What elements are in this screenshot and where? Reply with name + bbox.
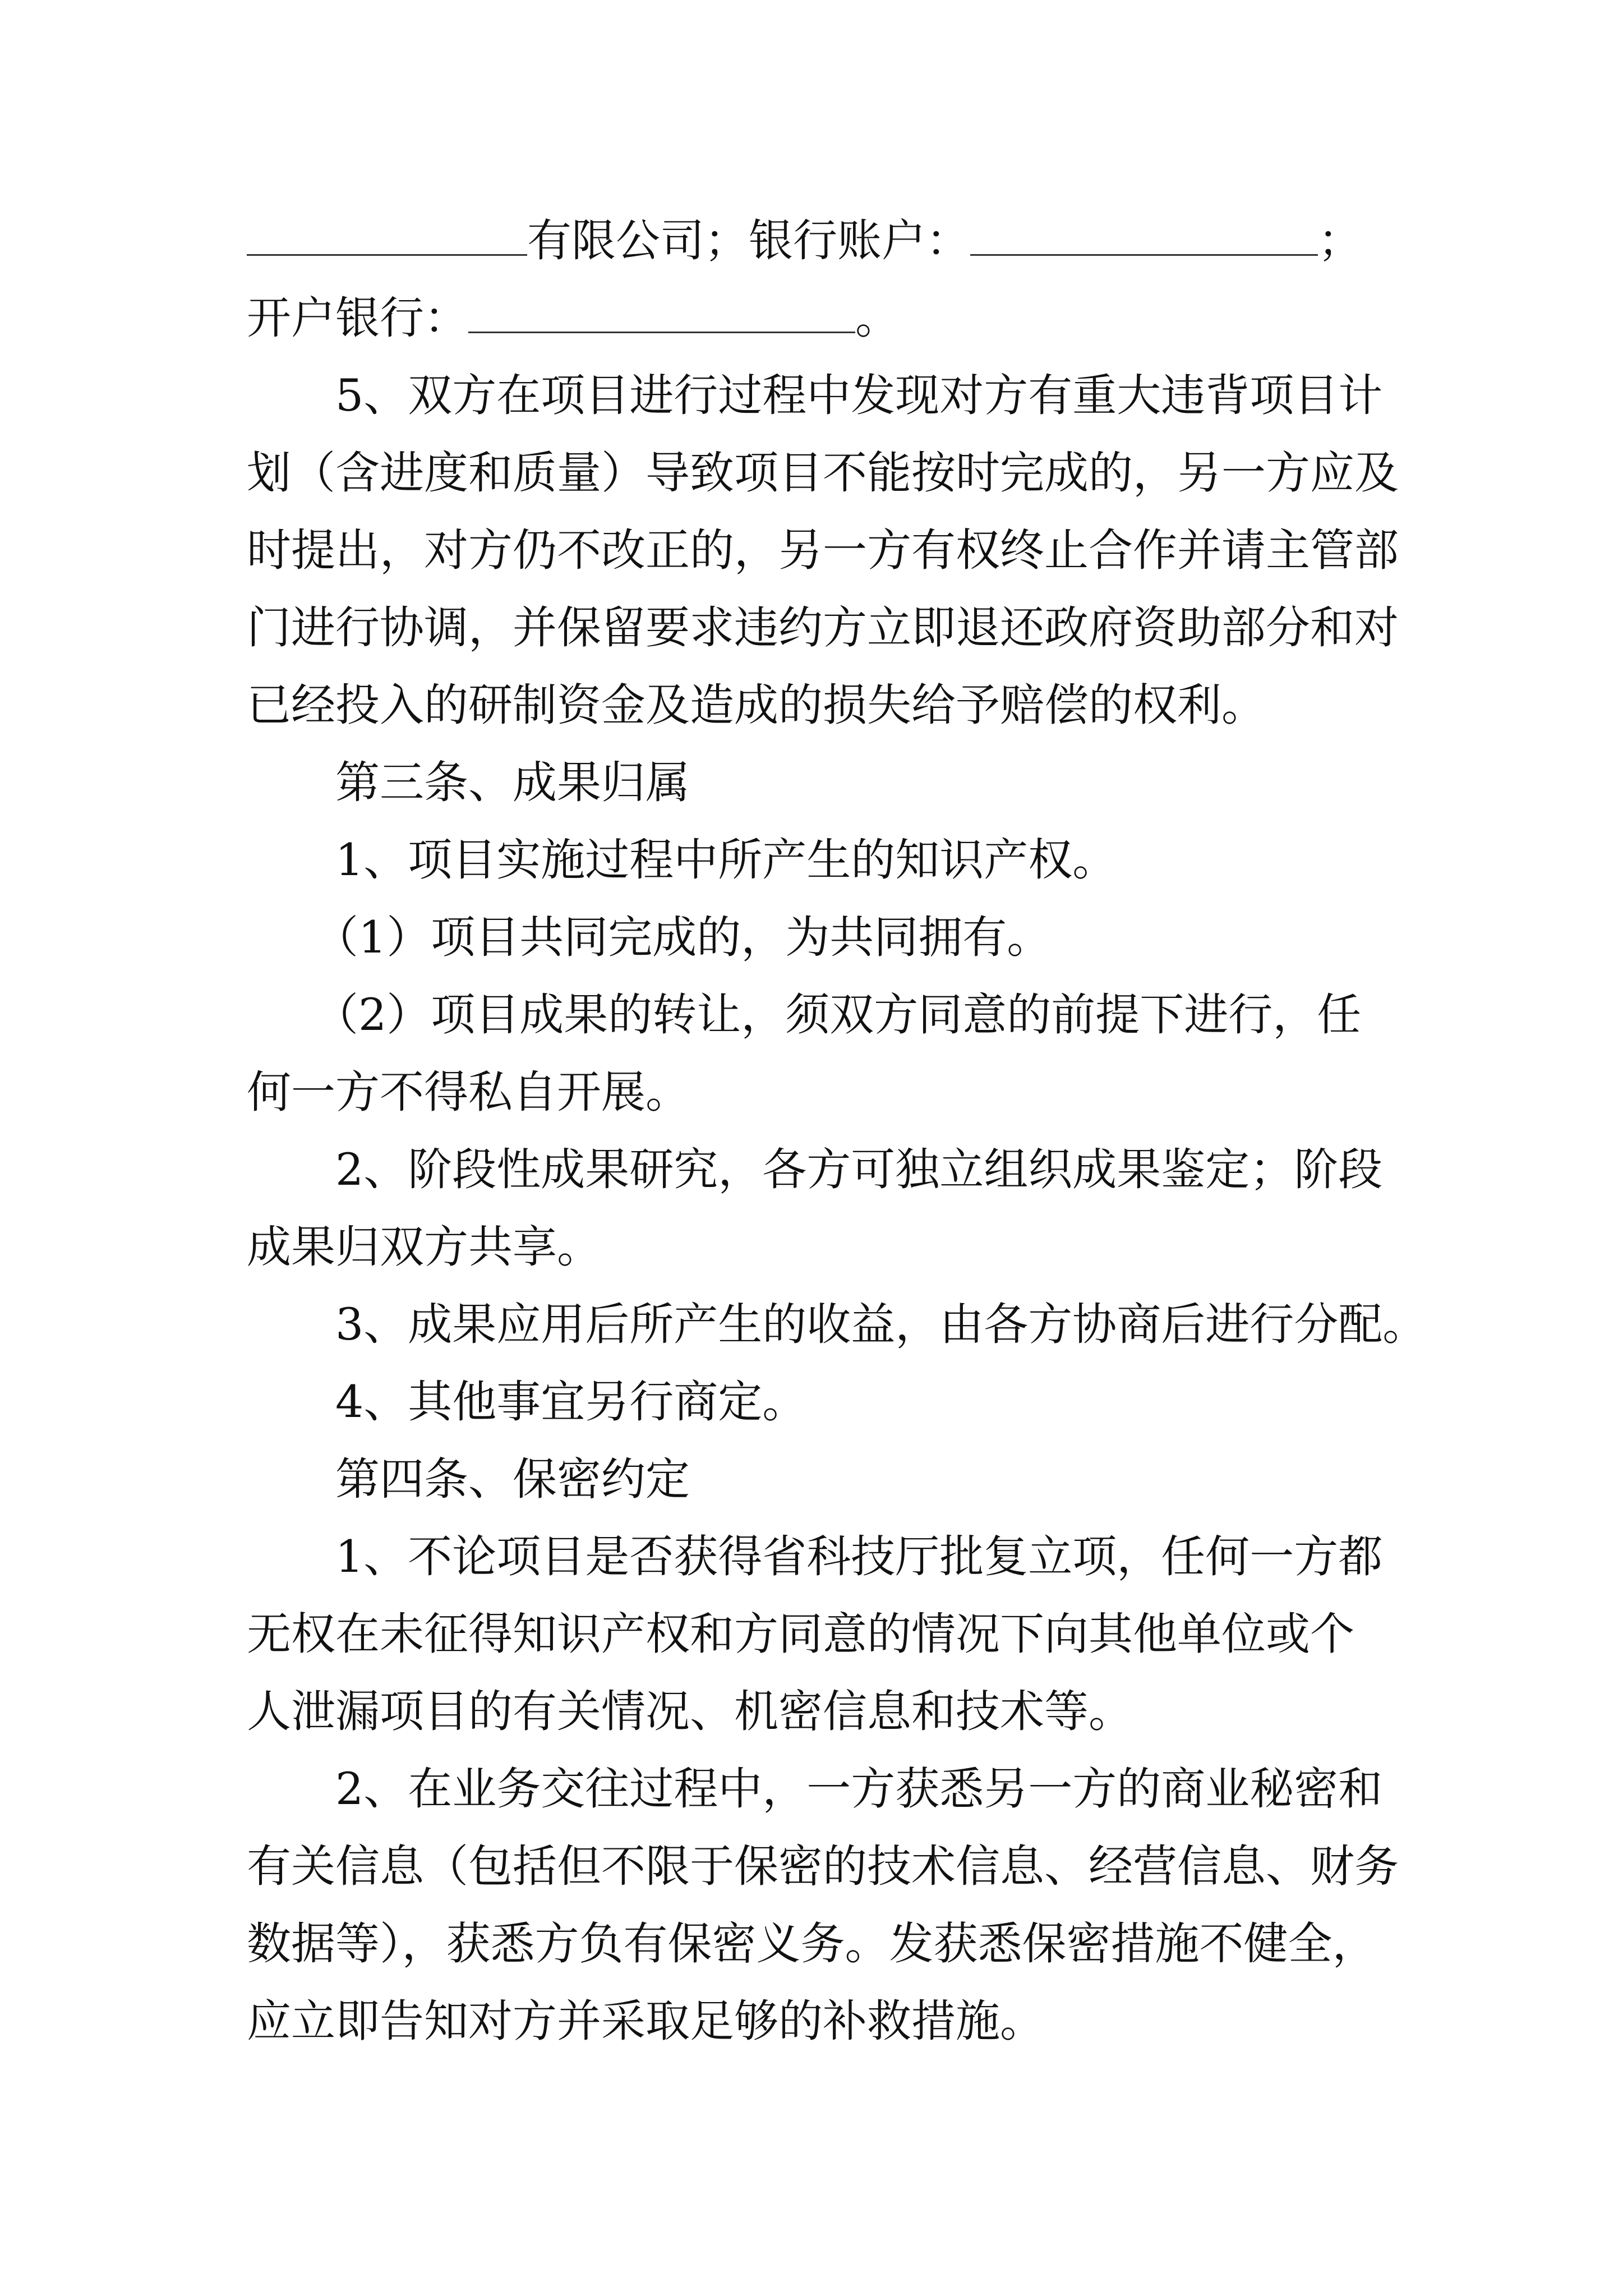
bank-account-blank bbox=[970, 212, 1318, 256]
bank-label: 开户银行： bbox=[247, 292, 468, 344]
article-3-item-1-sub-1: （1）项目共同完成的，为共同拥有。 bbox=[314, 912, 1052, 963]
article-3-item-3: 3、成果应用后所产生的收益，由各方协商后进行分配。 bbox=[335, 1299, 1427, 1350]
paragraph-5-line-1: 5、双方在项目进行过程中发现对方有重大违背项目计 bbox=[335, 370, 1383, 421]
line-bank bbox=[247, 279, 1402, 357]
line-company-account bbox=[247, 202, 1402, 279]
company-name-blank bbox=[247, 212, 527, 256]
article-3-item-2-line-1: 2、阶段性成果研究，各方可独立组织成果鉴定；阶段 bbox=[335, 1144, 1383, 1195]
article-3-item-1: 1、项目实施过程中所产生的知识产权。 bbox=[335, 834, 1117, 886]
semicolon-text: ； bbox=[1318, 215, 1362, 266]
paragraph-5-line-3: 时提出，对方仍不改正的，另一方有权终止合作并请主管部 bbox=[247, 524, 1399, 576]
article-3-item-1-sub-2-line-1: （2）项目成果的转让，须双方同意的前提下进行，任 bbox=[314, 989, 1362, 1041]
article-3-heading: 第三条、成果归属 bbox=[335, 757, 690, 808]
article-4-item-2-line-1: 2、在业务交往过程中，一方获悉另一方的商业秘密和 bbox=[335, 1763, 1383, 1815]
article-4-item-2-line-4: 应立即告知对方并采取足够的补救措施。 bbox=[247, 1995, 1044, 2047]
bank-name-blank bbox=[468, 289, 855, 333]
paragraph-5-line-4: 门进行协调，并保留要求违约方立即退还政府资助部分和对 bbox=[247, 602, 1399, 654]
paragraph-5-line-2: 划（含进度和质量）导致项目不能按时完成的，另一方应及 bbox=[247, 447, 1399, 499]
document-body bbox=[247, 202, 1427, 2060]
paragraph-5-line-5: 已经投入的研制资金及造成的损失给予赔偿的权利。 bbox=[247, 679, 1266, 731]
article-3-item-1-sub-2-line-2: 何一方不得私自开展。 bbox=[247, 1066, 690, 1118]
article-4-item-2-line-2: 有关信息（包括但不限于保密的技术信息、经营信息、财务 bbox=[247, 1841, 1399, 1892]
article-4-item-2-line-3: 数据等），获悉方负有保密义务。发获悉保密措施不健全， bbox=[247, 1918, 1377, 1970]
article-4-item-1-line-1: 1、不论项目是否获得省科技厅批复立项，任何一方都 bbox=[335, 1531, 1383, 1582]
article-3-item-2-line-2: 成果归双方共享。 bbox=[247, 1221, 601, 1273]
article-4-heading: 第四条、保密约定 bbox=[335, 1453, 690, 1505]
article-4-item-1-line-2: 无权在未征得知识产权和方同意的情况下向其他单位或个 bbox=[247, 1608, 1354, 1660]
article-3-item-4: 4、其他事宜另行商定。 bbox=[335, 1376, 807, 1428]
period-text: 。 bbox=[855, 292, 900, 344]
company-suffix-text: 有限公司；银行账户： bbox=[527, 215, 970, 266]
article-4-item-1-line-3: 人泄漏项目的有关情况、机密信息和技术等。 bbox=[247, 1686, 1133, 1737]
